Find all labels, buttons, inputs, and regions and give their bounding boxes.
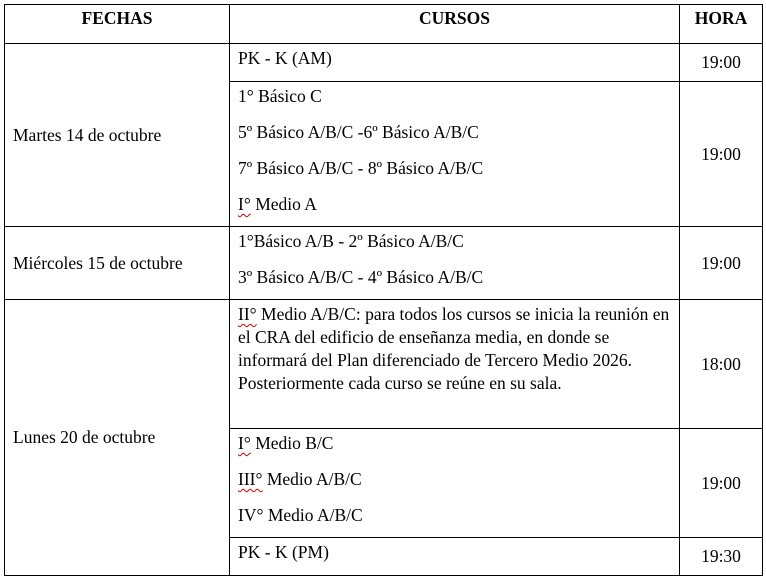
cursos-cell — [230, 227, 680, 300]
curso-text: Medio A — [250, 194, 317, 214]
curso-line: 3º Básico A/B/C - 4º Básico A/B/C — [238, 267, 484, 287]
cursos-cell — [230, 44, 680, 82]
table-row — [5, 44, 763, 82]
cursos-cell — [230, 82, 680, 227]
curso-line — [238, 468, 671, 491]
curso-line: 5º Básico A/B/C -6º Básico A/B/C — [238, 122, 479, 142]
schedule-table — [4, 4, 763, 576]
fecha-cell: Miércoles 15 de octubre — [5, 227, 230, 300]
curso-line: 1° Básico C — [238, 86, 322, 106]
hora-cell: 18:00 — [680, 300, 763, 429]
table-row — [5, 300, 763, 429]
header-hora: HORA — [680, 5, 763, 44]
cursos-cell — [230, 429, 680, 538]
curso-line: PK - K (PM) — [238, 542, 329, 562]
curso-text: Medio A/B/C — [262, 469, 362, 489]
fecha-cell: Martes 14 de octubre — [5, 44, 230, 227]
spellcheck-word: II° — [238, 304, 257, 324]
curso-line — [238, 193, 671, 216]
curso-text: Medio B/C — [250, 433, 334, 453]
fecha-cell: Lunes 20 de octubre — [5, 300, 230, 576]
hora-cell: 19:00 — [680, 82, 763, 227]
header-cursos: CURSOS — [230, 5, 680, 44]
hora-cell: 19:00 — [680, 429, 763, 538]
curso-line: 7º Básico A/B/C - 8º Básico A/B/C — [238, 158, 484, 178]
curso-line: PK - K (AM) — [238, 48, 332, 68]
curso-line: IV° Medio A/B/C — [238, 505, 363, 525]
header-row — [5, 5, 763, 44]
hora-cell: 19:00 — [680, 227, 763, 300]
hora-cell: 19:30 — [680, 538, 763, 576]
curso-paragraph — [238, 303, 671, 395]
curso-line: 1°Básico A/B - 2º Básico A/B/C — [238, 231, 464, 251]
curso-line — [238, 432, 671, 455]
spellcheck-word: I° — [238, 433, 251, 453]
table-row — [5, 227, 763, 300]
header-fechas: FECHAS — [5, 5, 230, 44]
spellcheck-word: III° — [238, 469, 263, 489]
hora-cell: 19:00 — [680, 44, 763, 82]
curso-text: Medio A/B/C: para todos los cursos se inicia la reunión en el CRA del edificio de enseñanza media, en donde se informará del Plan diferenciado de Tercero Medio 2026. Posteriormente cada curso se reúne en su sala. — [238, 304, 670, 393]
cursos-cell — [230, 300, 680, 429]
spellcheck-word: I° — [238, 194, 251, 214]
cursos-cell — [230, 538, 680, 576]
